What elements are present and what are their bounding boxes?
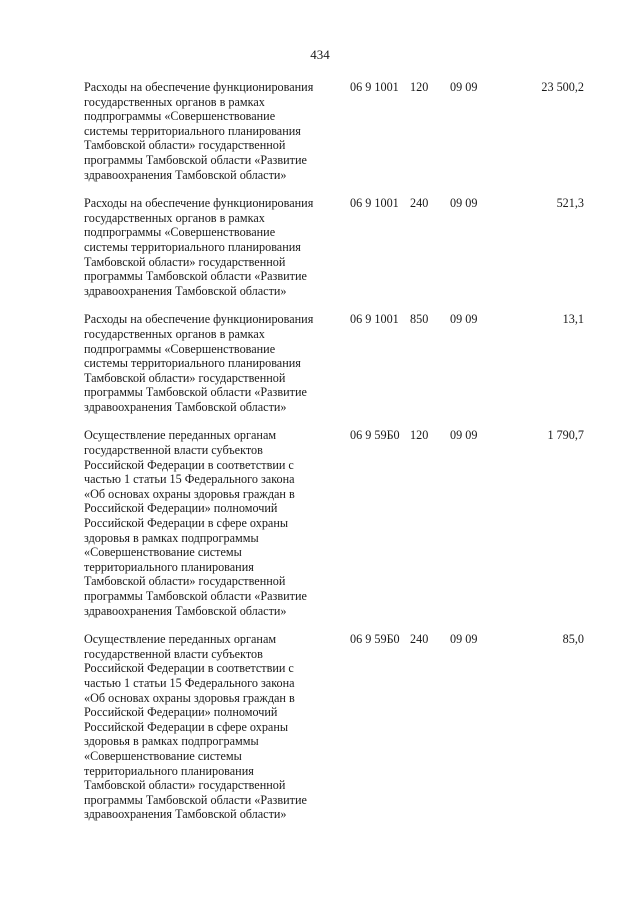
row-expense-type: 120 xyxy=(410,80,429,94)
row-target-code: 06 9 1001 xyxy=(350,196,399,211)
row-section: 09 09 xyxy=(450,312,478,327)
row-expense-type: 240 xyxy=(410,632,429,647)
row-description: Расходы на обеспечение функционирования государственных органов в рамках подпрограммы «Совершенствование системы территориального планирования Тамбовской области» государственной программы Тамбовской области «Развитие здравоохранения Тамбовской области» xyxy=(84,312,314,414)
row-description: Осуществление переданных органам государственной власти субъектов Российской Федерации в соответствии с частью 1 статьи 15 Федерального закона «Об основах охраны здоровья граждан в Российской Федерации» полномочий Российской Федерации в сфере охраны здоровья в рамках подпрограммы «Совершенствование системы территориального планирования Тамбовской области» государственной программы Тамбовской области «Развитие здравоохранения Тамбовской области» xyxy=(84,632,307,822)
row-amount: 13,1 xyxy=(562,312,584,327)
row-expense-type: 120 xyxy=(410,428,429,443)
row-expense-type: 240 xyxy=(410,196,429,211)
row-amount: 85,0 xyxy=(562,632,584,647)
row-section: 09 09 xyxy=(450,196,478,211)
row-expense-type: 850 xyxy=(410,312,429,327)
row-amount: 23 500,2 xyxy=(541,80,584,94)
row-amount: 1 790,7 xyxy=(547,428,584,443)
table-row xyxy=(84,312,584,414)
row-section: 09 09 xyxy=(450,632,478,647)
row-target-code: 06 9 59Б0 xyxy=(350,428,400,443)
table-row xyxy=(84,632,584,822)
row-section: 09 09 xyxy=(450,428,478,443)
page-number: 434 xyxy=(310,47,330,62)
row-amount: 521,3 xyxy=(556,196,584,211)
table-row xyxy=(84,428,584,618)
budget-table xyxy=(84,80,584,836)
row-target-code: 06 9 59Б0 xyxy=(350,632,400,647)
row-description: Расходы на обеспечение функционирования государственных органов в рамках подпрограммы «Совершенствование системы территориального планирования Тамбовской области» государственной программы Тамбовской области «Развитие здравоохранения Тамбовской области» xyxy=(84,80,314,182)
row-target-code: 06 9 1001 xyxy=(350,312,399,327)
row-description: Осуществление переданных органам государственной власти субъектов Российской Федерации в соответствии с частью 1 статьи 15 Федерального закона «Об основах охраны здоровья граждан в Российской Федерации» полномочий Российской Федерации в сфере охраны здоровья в рамках подпрограммы «Совершенствование системы территориального планирования Тамбовской области» государственной программы Тамбовской области «Развитие здравоохранения Тамбовской области» xyxy=(84,428,307,618)
table-row xyxy=(84,196,584,298)
table-row xyxy=(84,80,584,182)
row-section: 09 09 xyxy=(450,80,478,94)
row-target-code: 06 9 1001 xyxy=(350,80,399,94)
row-description: Расходы на обеспечение функционирования государственных органов в рамках подпрограммы «Совершенствование системы территориального планирования Тамбовской области» государственной программы Тамбовской области «Развитие здравоохранения Тамбовской области» xyxy=(84,196,314,298)
